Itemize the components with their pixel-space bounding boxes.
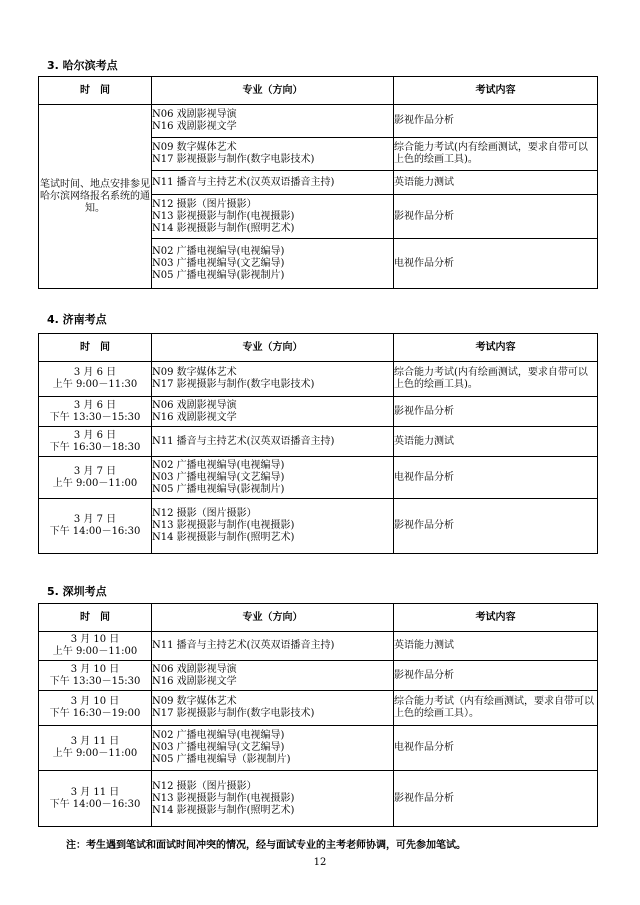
exam-date: 3 月 7 日: [73, 465, 117, 477]
exam-date: 3 月 10 日: [70, 663, 120, 675]
exam-date: 3 月 6 日: [73, 399, 117, 411]
majors-cell: [152, 427, 394, 457]
major-line: N09 数字媒体艺术: [152, 367, 237, 378]
table-header-row: [39, 334, 598, 362]
exam-date: 3 月 10 日: [70, 696, 120, 707]
time-cell: [39, 457, 152, 499]
footnote: 注：考生遇到笔试和面试时间冲突的情况，经与面试专业的主考老师协调，可先参加笔试。: [66, 840, 466, 851]
major-line: N16 戏剧影视文学: [152, 411, 237, 423]
content-cell: 影视作品分析: [394, 195, 598, 239]
major-line: N12 摄影（图片摄影）: [152, 780, 257, 792]
time-cell: [39, 397, 152, 427]
major-line: N17 影视摄影与制作(数字电影技术): [152, 708, 315, 719]
major-line: N13 影视摄影与制作(电视摄影): [152, 520, 295, 531]
table-row: [39, 499, 598, 554]
major-line: N02 广播电视编导(电视编导): [152, 730, 285, 741]
time-cell: [39, 632, 152, 661]
major-line: N06 戏剧影视导演: [152, 109, 237, 120]
content-cell: 影视作品分析: [394, 105, 598, 138]
header-time: 时 间: [39, 77, 152, 105]
section-title-jinan: 4. 济南考点: [47, 313, 107, 326]
time-note-text: 笔试时间、地点安排参见哈尔滨网络报名系统的通知。: [40, 178, 150, 214]
exam-time: 下午 16:30－19:00: [49, 708, 141, 719]
exam-date: 3 月 10 日: [70, 634, 120, 645]
exam-time: 上午 9:00－11:30: [52, 379, 138, 390]
table-row: [39, 771, 598, 827]
table-row: [39, 726, 598, 771]
content-cell: 综合能力考试（内有绘画测试，要求自带可以上色的绘画工具）。: [394, 691, 598, 726]
content-cell: 影视作品分析: [394, 397, 598, 427]
majors-cell: [152, 661, 394, 691]
header-major: 专业（方向）: [152, 604, 394, 632]
content-cell: 英语能力测试: [394, 427, 598, 457]
majors-cell: [152, 195, 394, 239]
major-line: N02 广播电视编导(电视编导): [152, 459, 285, 471]
major-line: N03 广播电视编导(文艺编导): [152, 742, 285, 753]
table-row: [39, 105, 598, 138]
header-content: 考试内容: [394, 334, 598, 362]
header-time: 时 间: [39, 604, 152, 632]
page-number: 12: [313, 857, 327, 868]
table-header-row: [39, 604, 598, 632]
content-cell: 综合能力考试(内有绘画测试，要求自带可以上色的绘画工具)。: [394, 138, 598, 171]
table-row: [39, 632, 598, 661]
major-line: N14 影视摄影与制作(照明艺术): [152, 222, 295, 234]
major-line: N13 影视摄影与制作(电视摄影): [152, 792, 295, 804]
majors-cell: [152, 362, 394, 397]
major-line: N12 摄影（图片摄影）: [152, 508, 257, 519]
exam-date: 3 月 11 日: [70, 786, 120, 798]
majors-cell: [152, 239, 394, 289]
major-line: N05 广播电视编导(影视制片): [152, 483, 285, 495]
content-cell: 电视作品分析: [394, 239, 598, 289]
exam-time: 上午 9:00－11:00: [52, 748, 138, 759]
time-cell: [39, 427, 152, 457]
major-line: N11 播音与主持艺术(汉英双语播音主持): [152, 435, 335, 447]
exam-date: 3 月 6 日: [73, 429, 117, 441]
majors-cell: [152, 726, 394, 771]
exam-date: 3 月 11 日: [70, 736, 120, 747]
majors-cell: [152, 457, 394, 499]
jinan-schedule-table: [38, 333, 598, 554]
major-line: N02 广播电视编导(电视编导): [152, 245, 285, 257]
major-line: N11 播音与主持艺术(汉英双语播音主持): [152, 640, 335, 651]
content-cell: 电视作品分析: [394, 457, 598, 499]
major-line: N05 广播电视编导（影视制片): [152, 754, 291, 765]
major-line: N14 影视摄影与制作(照明艺术): [152, 804, 295, 816]
majors-cell: [152, 691, 394, 726]
content-cell: 影视作品分析: [394, 499, 598, 554]
major-line: N09 数字媒体艺术: [152, 696, 237, 707]
content-cell: 影视作品分析: [394, 661, 598, 691]
exam-time: 下午 14:00－16:30: [49, 526, 141, 537]
majors-cell: [152, 632, 394, 661]
major-line: N03 广播电视编导(文艺编导): [152, 471, 285, 483]
majors-cell: [152, 171, 394, 195]
table-row: [39, 427, 598, 457]
table-row: [39, 362, 598, 397]
content-cell: 英语能力测试: [394, 171, 598, 195]
table-row: [39, 691, 598, 726]
content-cell: 电视作品分析: [394, 726, 598, 771]
section-title-harbin: 3. 哈尔滨考点: [47, 59, 118, 72]
content-cell: 英语能力测试: [394, 632, 598, 661]
majors-cell: [152, 771, 394, 827]
table-row: [39, 457, 598, 499]
table-header-row: [39, 77, 598, 105]
major-line: N12 摄影（图片摄影）: [152, 198, 257, 210]
major-line: N05 广播电视编导(影视制片): [152, 269, 285, 281]
section-title-shenzhen: 5. 深圳考点: [47, 585, 107, 598]
time-cell: [39, 499, 152, 554]
major-line: N14 影视摄影与制作(照明艺术): [152, 532, 295, 543]
exam-time: 上午 9:00－11:00: [52, 477, 138, 489]
major-line: N06 戏剧影视导演: [152, 399, 237, 411]
time-cell: [39, 362, 152, 397]
shenzhen-schedule-table: [38, 603, 598, 827]
major-line: N11 播音与主持艺术(汉英双语播音主持): [152, 176, 335, 188]
time-cell-note: [39, 105, 152, 289]
header-content: 考试内容: [394, 77, 598, 105]
exam-time: 下午 16:30－18:30: [49, 441, 141, 453]
exam-time: 上午 9:00－11:00: [52, 646, 138, 657]
table-row: [39, 397, 598, 427]
majors-cell: [152, 138, 394, 171]
majors-cell: [152, 397, 394, 427]
major-line: N17 影视摄影与制作(数字电影技术): [152, 154, 315, 165]
major-line: N17 影视摄影与制作(数字电影技术): [152, 379, 315, 390]
major-line: N16 戏剧影视文学: [152, 121, 237, 132]
major-line: N06 戏剧影视导演: [152, 663, 237, 675]
time-cell: [39, 726, 152, 771]
header-content: 考试内容: [394, 604, 598, 632]
exam-date: 3 月 7 日: [73, 514, 117, 525]
header-major: 专业（方向）: [152, 334, 394, 362]
harbin-schedule-table: [38, 76, 598, 289]
majors-cell: [152, 105, 394, 138]
content-cell: 影视作品分析: [394, 771, 598, 827]
table-row: [39, 661, 598, 691]
major-line: N16 戏剧影视文学: [152, 675, 237, 687]
time-cell: [39, 661, 152, 691]
header-major: 专业（方向）: [152, 77, 394, 105]
exam-time: 下午 14:00－16:30: [49, 798, 141, 810]
majors-cell: [152, 499, 394, 554]
major-line: N03 广播电视编导(文艺编导): [152, 257, 285, 269]
exam-date: 3 月 6 日: [73, 367, 117, 378]
header-time: 时 间: [39, 334, 152, 362]
time-cell: [39, 691, 152, 726]
major-line: N09 数字媒体艺术: [152, 142, 237, 153]
exam-time: 下午 13:30－15:30: [49, 411, 141, 423]
exam-time: 下午 13:30－15:30: [49, 675, 141, 687]
major-line: N13 影视摄影与制作(电视摄影): [152, 210, 295, 222]
time-cell: [39, 771, 152, 827]
content-cell: 综合能力考试(内有绘画测试，要求自带可以上色的绘画工具)。: [394, 362, 598, 397]
